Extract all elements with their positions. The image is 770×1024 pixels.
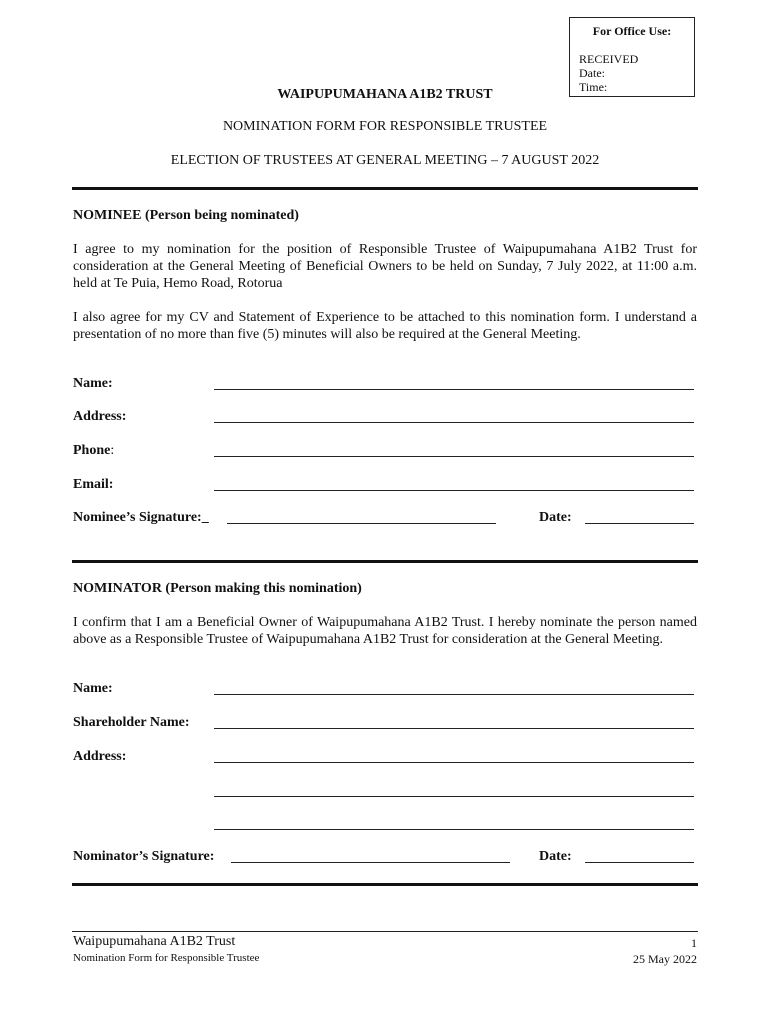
nominee-signature-field[interactable] bbox=[227, 523, 496, 524]
nominator-paragraph: I confirm that I am a Beneficial Owner of Waipupumahana A1B2 Trust. I hereby nominate the person named above as a Responsible Trustee of Waipupumahana A1B2 Trust for consideration at the General Meeting. bbox=[73, 615, 697, 647]
shareholder-name-label: Shareholder Name: bbox=[73, 715, 190, 730]
nominator-signature-field[interactable] bbox=[231, 862, 510, 863]
nominee-name-field[interactable] bbox=[214, 389, 694, 390]
nominee-date-field[interactable] bbox=[585, 523, 694, 524]
office-time-label: Time: bbox=[579, 80, 608, 94]
nominator-heading: NOMINATOR (Person making this nomination) bbox=[73, 581, 362, 596]
nominee-phone-field[interactable] bbox=[214, 456, 694, 457]
nominator-address-field-3[interactable] bbox=[214, 829, 694, 830]
footer-document-name: Nomination Form for Responsible Trustee bbox=[73, 952, 260, 964]
section-divider bbox=[72, 560, 698, 563]
nominee-address-field[interactable] bbox=[214, 422, 694, 423]
nominee-paragraph-1: I agree to my nomination for the position of Responsible Trustee of Waipupumahana A1B2 Trust for consideration at the General Meeting of Beneficial Owners to be held on Sunday, 7 July 2022, at 11:00 a.m. held at Te Puia, Hemo Road, Rotorua bbox=[73, 242, 697, 291]
footer-rule bbox=[72, 931, 698, 932]
trust-title: WAIPUPUMAHANA A1B2 TRUST bbox=[277, 87, 493, 102]
nominee-date-label: Date: bbox=[539, 510, 572, 525]
shareholder-name-field[interactable] bbox=[214, 728, 694, 729]
office-use-title: For Office Use: bbox=[592, 24, 672, 38]
nominee-phone-label bbox=[73, 443, 114, 459]
header-divider bbox=[72, 187, 698, 190]
nominee-email-label: Email: bbox=[73, 477, 114, 492]
office-use-box bbox=[569, 17, 695, 97]
election-subtitle: ELECTION OF TRUSTEES AT GENERAL MEETING – 7 AUGUST 2022 bbox=[170, 153, 600, 168]
nominee-phone-text: Phone bbox=[73, 443, 111, 458]
nominator-date-label: Date: bbox=[539, 849, 572, 864]
nominee-name-label: Name: bbox=[73, 376, 113, 391]
nominator-name-label: Name: bbox=[73, 681, 113, 696]
nominee-signature-label: Nominee’s Signature:_ bbox=[73, 510, 209, 525]
office-date-label: Date: bbox=[579, 66, 605, 80]
nominee-email-field[interactable] bbox=[214, 490, 694, 491]
nominator-address-field-1[interactable] bbox=[214, 762, 694, 763]
page-number: 1 bbox=[691, 936, 697, 950]
nominee-paragraph-2: I also agree for my CV and Statement of Experience to be attached to this nomination form. I understand a presentation of no more than five (5) minutes will also be required at the General Meeting. bbox=[73, 310, 697, 342]
nominee-phone-colon: : bbox=[110, 443, 115, 458]
nominator-signature-label: Nominator’s Signature: bbox=[73, 849, 215, 864]
form-subtitle: NOMINATION FORM FOR RESPONSIBLE TRUSTEE bbox=[222, 119, 548, 134]
nominee-heading: NOMINEE (Person being nominated) bbox=[73, 208, 299, 223]
nominator-date-field[interactable] bbox=[585, 862, 694, 863]
footer-divider bbox=[72, 883, 698, 886]
nominee-address-label: Address: bbox=[73, 409, 127, 424]
footer-org-name: Waipupumahana A1B2 Trust bbox=[73, 934, 236, 949]
footer-date: 25 May 2022 bbox=[633, 952, 697, 966]
nominator-address-field-2[interactable] bbox=[214, 796, 694, 797]
nominator-name-field[interactable] bbox=[214, 694, 694, 695]
nominator-address-label: Address: bbox=[73, 749, 127, 764]
office-received-label: RECEIVED bbox=[579, 52, 639, 66]
